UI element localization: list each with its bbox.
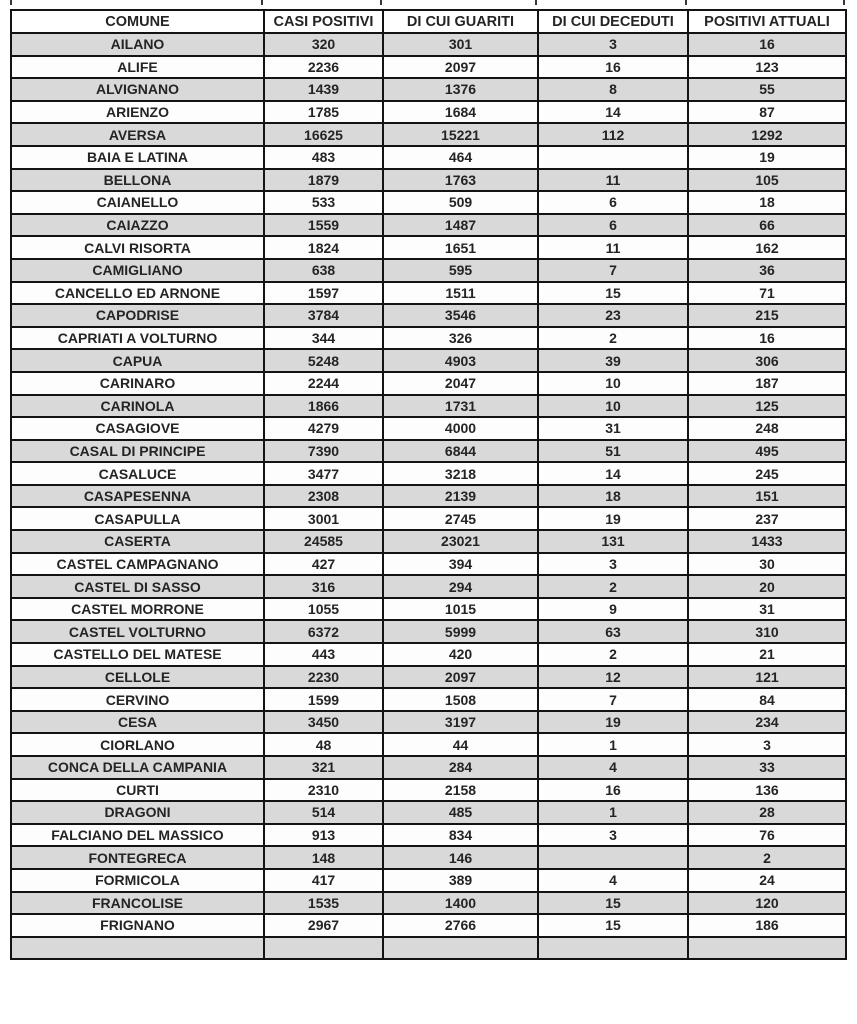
comune-cell: CASAPESENNA [11,485,264,508]
di-cui-deceduti-cell: 4 [538,869,688,892]
di-cui-guariti-cell: 1015 [383,598,538,621]
di-cui-deceduti-cell: 23 [538,304,688,327]
di-cui-guariti-cell: 4903 [383,349,538,372]
di-cui-guariti-cell: 2745 [383,507,538,530]
di-cui-guariti-cell: 1684 [383,101,538,124]
positivi-attuali-cell: 123 [688,56,846,79]
comune-cell: CESA [11,711,264,734]
di-cui-deceduti-cell: 3 [538,33,688,56]
di-cui-guariti-cell: 389 [383,869,538,892]
comune-cell: CARINOLA [11,395,264,418]
di-cui-guariti-cell: 146 [383,846,538,869]
comune-cell: CIORLANO [11,733,264,756]
casi-positivi-cell: 3784 [264,304,383,327]
casi-positivi-cell: 483 [264,146,383,169]
positivi-attuali-cell: 3 [688,733,846,756]
casi-positivi-cell: 1824 [264,236,383,259]
casi-positivi-cell: 16625 [264,123,383,146]
casi-positivi-cell: 2310 [264,779,383,802]
di-cui-guariti-cell: 464 [383,146,538,169]
comune-cell: CURTI [11,779,264,802]
table-row [11,282,846,305]
di-cui-guariti-cell: 4000 [383,417,538,440]
di-cui-guariti-cell: 326 [383,327,538,350]
di-cui-guariti-cell: 15221 [383,123,538,146]
table-row [11,214,846,237]
di-cui-guariti-cell: 3546 [383,304,538,327]
positivi-attuali-cell: 16 [688,33,846,56]
di-cui-deceduti-cell: 14 [538,101,688,124]
di-cui-deceduti-cell: 16 [538,779,688,802]
border-tick [843,0,845,5]
table-row [11,462,846,485]
table-row [11,643,846,666]
casi-positivi-cell: 2230 [264,666,383,689]
di-cui-guariti-cell: 394 [383,553,538,576]
empty-cell [11,937,264,960]
comune-cell: AILANO [11,33,264,56]
positivi-attuali-cell: 162 [688,236,846,259]
di-cui-deceduti-cell: 112 [538,123,688,146]
comune-cell: CAPUA [11,349,264,372]
column-header-di-cui-deceduti: DI CUI DECEDUTI [538,10,688,33]
casi-positivi-cell: 1599 [264,688,383,711]
casi-positivi-cell: 2967 [264,914,383,937]
table-row [11,101,846,124]
comune-cell: CELLOLE [11,666,264,689]
positivi-attuali-cell: 55 [688,78,846,101]
comune-cell: CASAPULLA [11,507,264,530]
table-row [11,123,846,146]
casi-positivi-cell: 24585 [264,530,383,553]
positivi-attuali-cell: 87 [688,101,846,124]
positivi-attuali-cell: 310 [688,620,846,643]
positivi-attuali-cell: 33 [688,756,846,779]
positivi-attuali-cell: 16 [688,327,846,350]
table-row [11,349,846,372]
table-row [11,327,846,350]
di-cui-deceduti-cell: 14 [538,462,688,485]
empty-cell [383,937,538,960]
casi-positivi-cell: 344 [264,327,383,350]
di-cui-deceduti-cell: 15 [538,282,688,305]
di-cui-guariti-cell: 3218 [383,462,538,485]
positivi-attuali-cell: 125 [688,395,846,418]
column-header-comune: COMUNE [11,10,264,33]
positivi-attuali-cell: 495 [688,440,846,463]
table-row [11,507,846,530]
di-cui-deceduti-cell: 12 [538,666,688,689]
di-cui-deceduti-cell: 8 [538,78,688,101]
di-cui-deceduti-cell: 2 [538,327,688,350]
di-cui-deceduti-cell: 3 [538,553,688,576]
positivi-attuali-cell: 120 [688,892,846,915]
comune-cell: CAPODRISE [11,304,264,327]
di-cui-guariti-cell: 1763 [383,169,538,192]
di-cui-deceduti-cell: 63 [538,620,688,643]
casi-positivi-cell: 533 [264,191,383,214]
positivi-attuali-cell: 186 [688,914,846,937]
di-cui-guariti-cell: 2139 [383,485,538,508]
positivi-attuali-cell: 66 [688,214,846,237]
positivi-attuali-cell: 306 [688,349,846,372]
casi-positivi-cell: 427 [264,553,383,576]
di-cui-guariti-cell: 1511 [383,282,538,305]
di-cui-deceduti-cell: 1 [538,733,688,756]
positivi-attuali-cell: 105 [688,169,846,192]
table-row [11,395,846,418]
positivi-attuali-cell: 19 [688,146,846,169]
border-tick [10,0,12,5]
di-cui-guariti-cell: 2097 [383,56,538,79]
border-tick [685,0,687,5]
casi-positivi-cell: 5248 [264,349,383,372]
table-row [11,711,846,734]
di-cui-deceduti-cell: 2 [538,643,688,666]
column-header-casi-positivi: CASI POSITIVI [264,10,383,33]
casi-positivi-cell: 1879 [264,169,383,192]
empty-cell [264,937,383,960]
positivi-attuali-cell: 21 [688,643,846,666]
table-row [11,846,846,869]
comune-cell: DRAGONI [11,801,264,824]
table-row [11,440,846,463]
casi-positivi-cell: 1785 [264,101,383,124]
casi-positivi-cell: 1866 [264,395,383,418]
table-row [11,485,846,508]
table-row [11,914,846,937]
di-cui-guariti-cell: 1508 [383,688,538,711]
table-row [11,259,846,282]
comune-cell: CASERTA [11,530,264,553]
table-row [11,236,846,259]
casi-positivi-cell: 316 [264,575,383,598]
di-cui-deceduti-cell: 19 [538,507,688,530]
comune-cell: FRIGNANO [11,914,264,937]
table-row [11,666,846,689]
positivi-attuali-cell: 20 [688,575,846,598]
di-cui-deceduti-cell: 18 [538,485,688,508]
di-cui-guariti-cell: 2097 [383,666,538,689]
casi-positivi-cell: 1055 [264,598,383,621]
comune-cell: BELLONA [11,169,264,192]
casi-positivi-cell: 3001 [264,507,383,530]
casi-positivi-cell: 1439 [264,78,383,101]
casi-positivi-cell: 1597 [264,282,383,305]
casi-positivi-cell: 638 [264,259,383,282]
casi-positivi-cell: 2244 [264,372,383,395]
casi-positivi-cell: 2308 [264,485,383,508]
di-cui-guariti-cell: 6844 [383,440,538,463]
comune-cell: CASTELLO DEL MATESE [11,643,264,666]
comune-cell: CAMIGLIANO [11,259,264,282]
comune-cell: CASTEL VOLTURNO [11,620,264,643]
casi-positivi-cell: 443 [264,643,383,666]
positivi-attuali-cell: 36 [688,259,846,282]
table-row [11,779,846,802]
empty-cell [688,937,846,960]
positivi-attuali-cell: 121 [688,666,846,689]
di-cui-guariti-cell: 420 [383,643,538,666]
casi-positivi-cell: 3477 [264,462,383,485]
comune-cell: CALVI RISORTA [11,236,264,259]
di-cui-guariti-cell: 1651 [383,236,538,259]
positivi-attuali-cell: 215 [688,304,846,327]
table-body [11,33,846,959]
table-row [11,146,846,169]
casi-positivi-cell: 1535 [264,892,383,915]
border-tick [261,0,263,5]
comune-cell: CASTEL DI SASSO [11,575,264,598]
positivi-attuali-cell: 248 [688,417,846,440]
di-cui-deceduti-cell: 19 [538,711,688,734]
comune-cell: CASAL DI PRINCIPE [11,440,264,463]
table-row [11,598,846,621]
positivi-attuali-cell: 71 [688,282,846,305]
table-row [11,78,846,101]
comune-cell: CASTEL CAMPAGNANO [11,553,264,576]
column-header-positivi-attuali: POSITIVI ATTUALI [688,10,846,33]
table-row [11,801,846,824]
positivi-attuali-cell: 245 [688,462,846,485]
table-row [11,191,846,214]
table-row [11,620,846,643]
positivi-attuali-cell: 84 [688,688,846,711]
positivi-attuali-cell: 24 [688,869,846,892]
comune-cell: FORMICOLA [11,869,264,892]
table-row [11,169,846,192]
positivi-attuali-cell: 28 [688,801,846,824]
table-row [11,530,846,553]
di-cui-deceduti-cell: 51 [538,440,688,463]
table-row [11,733,846,756]
di-cui-deceduti-cell: 131 [538,530,688,553]
header-row [11,10,846,33]
di-cui-deceduti-cell: 15 [538,892,688,915]
di-cui-deceduti-cell: 31 [538,417,688,440]
comune-cell: AVERSA [11,123,264,146]
table-row [11,892,846,915]
di-cui-guariti-cell: 2047 [383,372,538,395]
di-cui-guariti-cell: 1400 [383,892,538,915]
casi-positivi-cell: 7390 [264,440,383,463]
table-row [11,56,846,79]
casi-positivi-cell: 320 [264,33,383,56]
di-cui-guariti-cell: 1487 [383,214,538,237]
di-cui-deceduti-cell: 39 [538,349,688,372]
comune-cell: FRANCOLISE [11,892,264,915]
di-cui-deceduti-cell: 7 [538,259,688,282]
positivi-attuali-cell: 234 [688,711,846,734]
positivi-attuali-cell: 18 [688,191,846,214]
di-cui-deceduti-cell [538,846,688,869]
di-cui-guariti-cell: 834 [383,824,538,847]
di-cui-guariti-cell: 1731 [383,395,538,418]
positivi-attuali-cell: 237 [688,507,846,530]
positivi-attuali-cell: 1433 [688,530,846,553]
di-cui-guariti-cell: 3197 [383,711,538,734]
border-tick [535,0,537,5]
comune-cell: CAPRIATI A VOLTURNO [11,327,264,350]
positivi-attuali-cell: 30 [688,553,846,576]
casi-positivi-cell: 3450 [264,711,383,734]
cropped-row-remnant [0,0,857,5]
table-row [11,304,846,327]
comune-cell: CASAGIOVE [11,417,264,440]
di-cui-guariti-cell: 44 [383,733,538,756]
positivi-attuali-cell: 76 [688,824,846,847]
comune-cell: CASTEL MORRONE [11,598,264,621]
di-cui-deceduti-cell: 10 [538,372,688,395]
comune-cell: ARIENZO [11,101,264,124]
casi-positivi-cell: 1559 [264,214,383,237]
comune-cell: ALVIGNANO [11,78,264,101]
table-header [11,10,846,33]
table-row [11,756,846,779]
di-cui-deceduti-cell: 6 [538,191,688,214]
casi-positivi-cell: 321 [264,756,383,779]
di-cui-deceduti-cell: 1 [538,801,688,824]
di-cui-deceduti-cell: 6 [538,214,688,237]
di-cui-deceduti-cell: 4 [538,756,688,779]
table-row [11,33,846,56]
column-header-di-cui-guariti: DI CUI GUARITI [383,10,538,33]
comune-cell: CARINARO [11,372,264,395]
comune-cell: CAIAZZO [11,214,264,237]
positivi-attuali-cell: 187 [688,372,846,395]
comune-cell: CASALUCE [11,462,264,485]
di-cui-deceduti-cell: 11 [538,169,688,192]
table-row [11,417,846,440]
positivi-attuali-cell: 31 [688,598,846,621]
di-cui-deceduti-cell: 15 [538,914,688,937]
casi-positivi-cell: 417 [264,869,383,892]
cropped-partial-row [11,937,846,960]
di-cui-guariti-cell: 23021 [383,530,538,553]
comune-cell: ALIFE [11,56,264,79]
di-cui-deceduti-cell: 7 [538,688,688,711]
comune-cell: FALCIANO DEL MASSICO [11,824,264,847]
casi-positivi-cell: 514 [264,801,383,824]
di-cui-deceduti-cell: 11 [538,236,688,259]
di-cui-deceduti-cell [538,146,688,169]
comune-cell: BAIA E LATINA [11,146,264,169]
positivi-attuali-cell: 151 [688,485,846,508]
table-row [11,869,846,892]
casi-positivi-cell: 48 [264,733,383,756]
di-cui-deceduti-cell: 16 [538,56,688,79]
di-cui-deceduti-cell: 9 [538,598,688,621]
positivi-attuali-cell: 2 [688,846,846,869]
table-row [11,824,846,847]
di-cui-guariti-cell: 5999 [383,620,538,643]
di-cui-guariti-cell: 284 [383,756,538,779]
di-cui-deceduti-cell: 2 [538,575,688,598]
table-row [11,372,846,395]
di-cui-deceduti-cell: 3 [538,824,688,847]
covid-municipality-table [10,9,847,960]
casi-positivi-cell: 148 [264,846,383,869]
di-cui-deceduti-cell: 10 [538,395,688,418]
casi-positivi-cell: 4279 [264,417,383,440]
di-cui-guariti-cell: 2766 [383,914,538,937]
di-cui-guariti-cell: 485 [383,801,538,824]
di-cui-guariti-cell: 294 [383,575,538,598]
comune-cell: CERVINO [11,688,264,711]
comune-cell: FONTEGRECA [11,846,264,869]
di-cui-guariti-cell: 509 [383,191,538,214]
table-row [11,553,846,576]
casi-positivi-cell: 913 [264,824,383,847]
di-cui-guariti-cell: 1376 [383,78,538,101]
border-tick [380,0,382,5]
casi-positivi-cell: 6372 [264,620,383,643]
positivi-attuali-cell: 136 [688,779,846,802]
table-row [11,575,846,598]
casi-positivi-cell: 2236 [264,56,383,79]
comune-cell: CAIANELLO [11,191,264,214]
comune-cell: CANCELLO ED ARNONE [11,282,264,305]
di-cui-guariti-cell: 301 [383,33,538,56]
table-row [11,688,846,711]
positivi-attuali-cell: 1292 [688,123,846,146]
comune-cell: CONCA DELLA CAMPANIA [11,756,264,779]
di-cui-guariti-cell: 2158 [383,779,538,802]
empty-cell [538,937,688,960]
di-cui-guariti-cell: 595 [383,259,538,282]
